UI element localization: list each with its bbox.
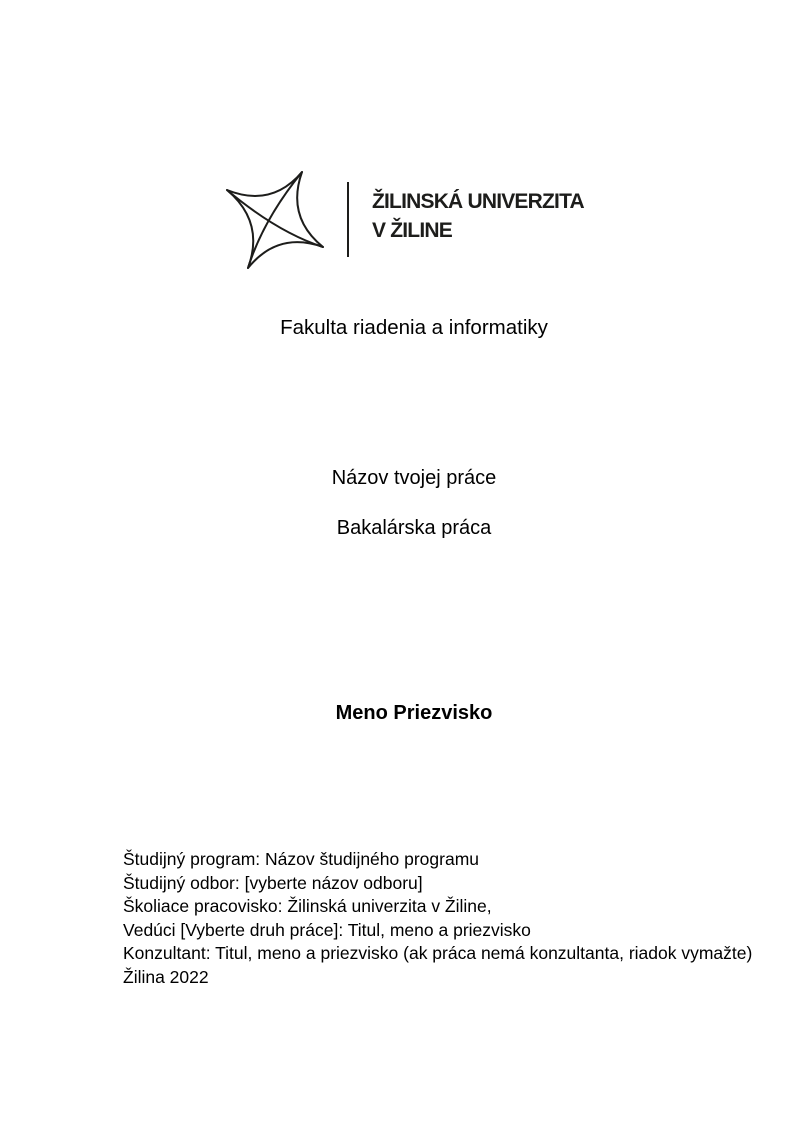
details-line-consultant: Konzultant: Titul, meno a priezvisko (ak práca nemá konzultanta, riadok vymažte) [123,943,753,963]
uniza-star-logo-icon [223,168,327,272]
faculty-name: Fakulta riadenia a informatiky [280,316,548,339]
logo-divider [347,182,349,257]
thesis-title: Názov tvojej práce [331,467,497,489]
details-line-place-year: Žilina 2022 [123,966,209,987]
details-line-training-workplace: Školiace pracovisko: Žilinská univerzita v Žiline, [123,896,492,916]
university-name-line2: V ŽILINE [372,219,452,242]
thesis-type: Bakalárska práca [336,517,492,539]
author-name: Meno Priezvisko [335,702,493,724]
thesis-details-block [123,848,752,989]
university-name [372,187,584,245]
university-name-line1: ŽILINSKÁ UNIVERZITA [372,190,584,213]
details-line-supervisor: Vedúci [Vyberte druh práce]: Titul, meno a priezvisko [123,919,531,940]
details-line-study-field: Študijný odbor: [vyberte názov odboru] [123,872,423,893]
details-line-study-program: Študijný program: Názov študijného programu [123,849,480,869]
